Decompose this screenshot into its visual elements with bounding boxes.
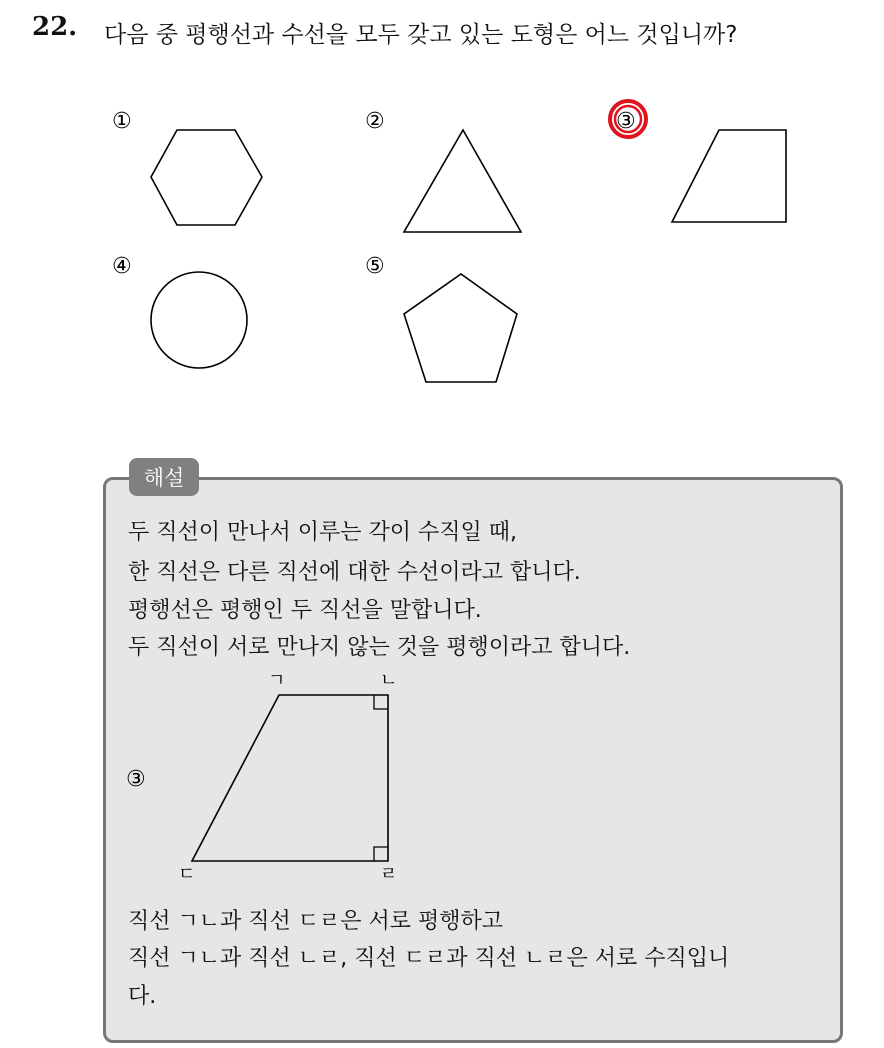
choice-3-trapezoid[interactable]	[672, 130, 786, 222]
choice-5-label[interactable]: ⑤	[365, 254, 385, 279]
choice-1-label[interactable]: ①	[112, 109, 132, 134]
question-number: 22.	[32, 12, 78, 42]
conclusion-line-2: 직선 ㄱㄴ과 직선 ㄴㄹ, 직선 ㄷㄹ과 직선 ㄴㄹ은 서로 수직입니	[128, 946, 730, 971]
choice-4-label[interactable]: ④	[112, 254, 132, 279]
choice-2-label[interactable]: ②	[365, 109, 385, 134]
choice-5-pentagon[interactable]	[404, 274, 517, 382]
explanation-line-4: 두 직선이 서로 만나지 않는 것을 평행이라고 합니다.	[128, 635, 631, 660]
vertex-label-rieul: ㄹ	[380, 864, 398, 885]
choice-4-circle[interactable]	[151, 272, 247, 368]
explanation-tab: 해설	[129, 458, 199, 496]
choice-1-hexagon[interactable]	[151, 130, 262, 225]
question-text: 다음 중 평행선과 수선을 모두 갖고 있는 도형은 어느 것입니까?	[104, 22, 738, 48]
conclusion-line-3: 다.	[128, 984, 157, 1009]
vertex-label-digeut: ㄷ	[178, 864, 196, 885]
choice-2-triangle[interactable]	[404, 130, 521, 232]
vertex-label-giyeok: ㄱ	[268, 670, 286, 691]
explanation-line-2: 한 직선은 다른 직선에 대한 수선이라고 합니다.	[128, 560, 581, 585]
conclusion-line-1: 직선 ㄱㄴ과 직선 ㄷㄹ은 서로 평행하고	[128, 909, 503, 934]
choice-3-label[interactable]: ③	[616, 109, 636, 134]
vertex-label-nieun: ㄴ	[380, 670, 398, 691]
answer-choices	[0, 0, 884, 420]
explanation-line-1: 두 직선이 만나서 이루는 각이 수직일 때,	[128, 520, 517, 545]
explanation-line-3: 평행선은 평행인 두 직선을 말합니다.	[128, 598, 482, 623]
figure-label: ③	[126, 767, 146, 792]
